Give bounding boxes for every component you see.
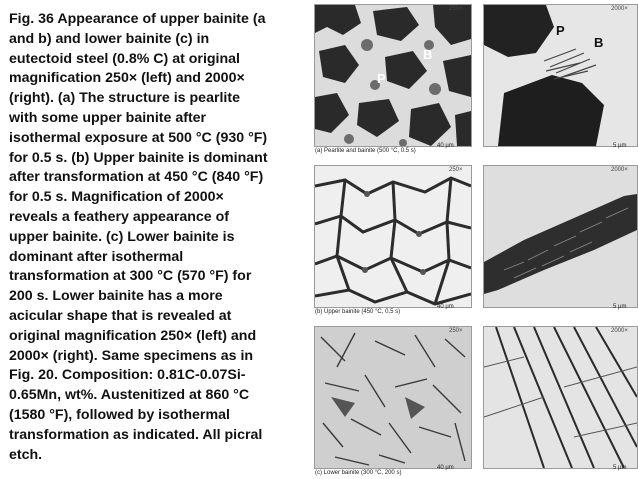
row-label-c: (c) Lower bainite (300 °C, 200 s) [315,470,402,476]
caption-line: (right). (a) The structure is pearlite [9,90,240,107]
magnification-label: 2000× [611,167,628,173]
caption-line: reveals a feathery appearance of [9,208,230,225]
caption-line: for 0.5 s. (b) Upper bainite is dominant [9,149,268,166]
caption-line: Fig. 20. Composition: 0.81C-0.07Si- [9,367,246,384]
caption-line: acicular shape that is revealed at [9,307,232,324]
caption-line: with some upper bainite after [9,109,207,126]
caption-line: etch. [9,446,43,463]
caption-line: magnification 250× (left) and 2000× [9,70,245,87]
micrograph-b-2000x [483,165,638,308]
caption-line: 0.65Mn, wt%. Austenitized at 860 °C [9,387,250,404]
caption-line: upper bainite. (c) Lower bainite is [9,228,235,245]
caption-line: after transformation at 450 °C (840 °F) [9,169,264,186]
caption-line: for 0.5 s. Magnification of 2000× [9,189,224,206]
caption-line: (1580 °F), followed by isothermal [9,406,230,423]
caption-line: eutectoid steel (0.8% C) at original [9,50,240,67]
magnification-label: 2000× [611,6,628,12]
marker-b: B [423,47,433,62]
scale-label: 40 µm [437,465,454,471]
caption-line: dominant after isothermal [9,248,184,265]
caption-line: 200 s. Lower bainite has a more [9,288,223,305]
caption-line: transformation as indicated. All picral [9,426,263,443]
magnification-label: 250× [449,328,463,334]
caption-line: and b) and lower bainite (c) in [9,30,210,47]
caption-line: isothermal exposure at 500 °C (930 °F) [9,129,268,146]
scale-label: 5 µm [613,465,627,471]
caption-line: 2000× (right). Same specimens as in [9,347,254,364]
caption-line: Fig. 36 Appearance of upper bainite (a [9,11,266,27]
micrograph-a-2000x [483,4,638,147]
micrograph-figure [311,4,637,478]
row-label-b: (b) Upper bainite (450 °C, 0.5 s) [315,309,401,315]
scale-label: 5 µm [613,143,627,149]
row-label-a: (a) Pearlite and bainite (500 °C, 0.5 s) [315,148,416,154]
scale-label: 5 µm [613,304,627,310]
figure-caption [9,10,309,465]
caption-line: original magnification 250× (left) and [9,327,257,344]
micrograph-a-250x [314,4,472,147]
micrograph-b-250x [314,165,472,308]
caption-line: transformation at 300 °C (570 °F) for [9,268,252,285]
magnification-label: 250× [449,6,463,12]
magnification-label: 250× [449,167,463,173]
magnification-label: 2000× [611,328,628,334]
marker-p: P [556,23,565,38]
marker-b: B [594,35,604,50]
scale-label: 40 µm [437,304,454,310]
micrograph-c-2000x [483,326,638,469]
micrograph-c-250x [314,326,472,469]
scale-label: 40 µm [437,143,454,149]
marker-p: P [377,71,386,86]
